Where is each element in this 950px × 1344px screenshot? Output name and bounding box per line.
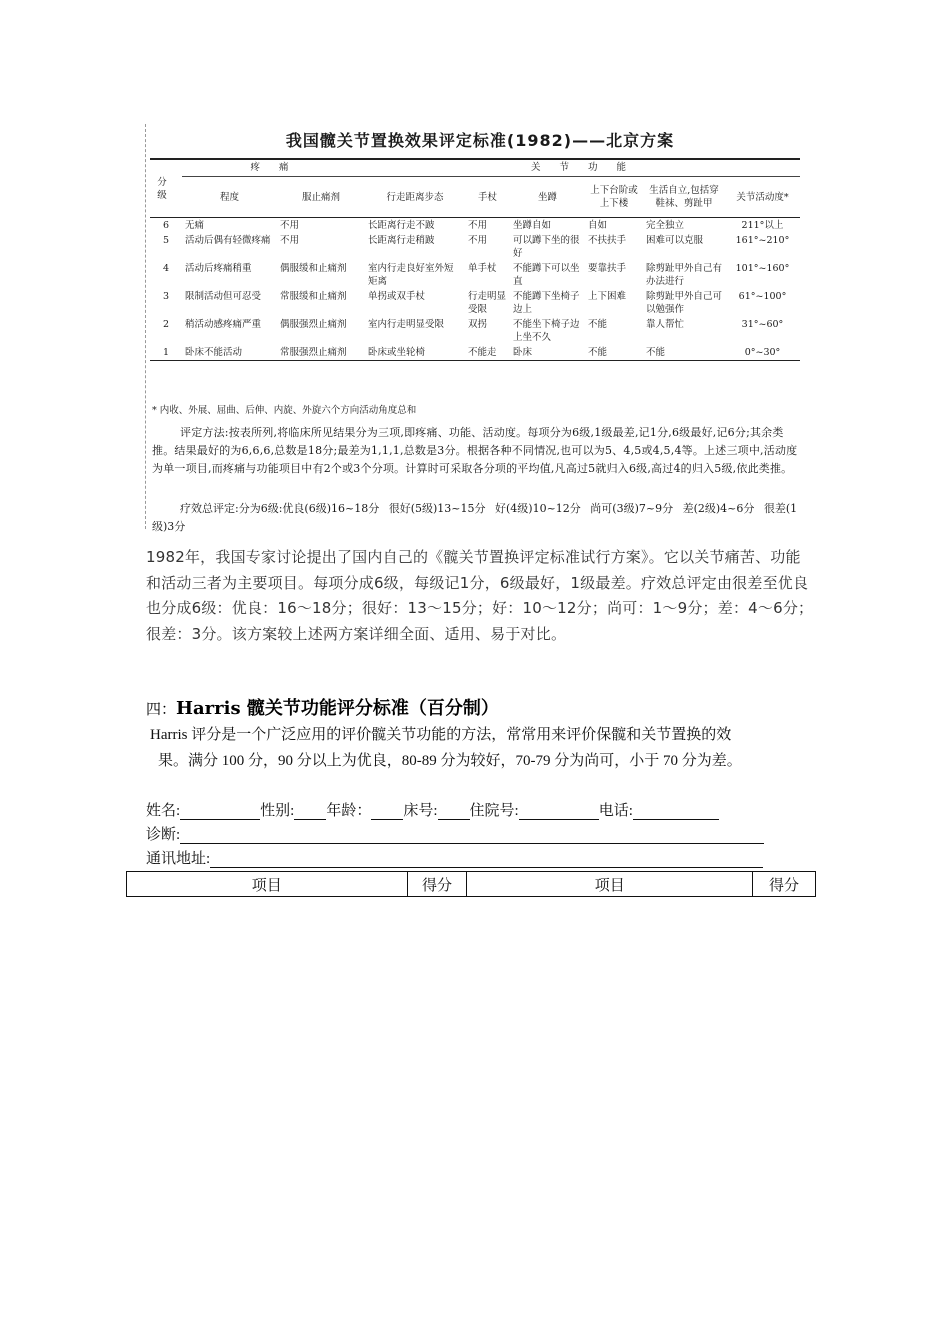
- degree-cell: 活动后偶有轻微疼痛: [185, 235, 271, 246]
- harris-intro: [150, 722, 815, 774]
- painkiller-cell: 常服缓和止痛剂: [280, 291, 347, 302]
- painkiller-cell: 不用: [280, 235, 300, 246]
- header-item: 项目: [127, 872, 408, 897]
- cane-cell: 不用: [468, 235, 488, 246]
- squat-cell: 不能坐下椅子边上坐不久: [513, 319, 580, 343]
- stairs-cell: 上下困难: [588, 291, 627, 302]
- col-stairs: 上下台阶或上下楼: [585, 177, 643, 218]
- rom-cell: 101°~160°: [735, 263, 790, 274]
- bed-label: 床号:: [403, 803, 438, 819]
- grade-cell: 6: [162, 220, 170, 231]
- walk-cell: 室内行走良好室外短矩离: [368, 263, 454, 287]
- col-degree: 程度: [182, 177, 277, 218]
- grade-cell: 2: [162, 319, 170, 330]
- cane-cell: 双拐: [468, 319, 488, 330]
- col-selfcare: 生活自立,包括穿鞋袜、剪趾甲: [643, 177, 725, 218]
- rom-cell: 161°~210°: [735, 235, 790, 246]
- col-cane: 手杖: [465, 177, 510, 218]
- squat-cell: 卧床: [510, 345, 585, 361]
- table-row: [150, 345, 800, 361]
- age-field[interactable]: [371, 804, 403, 820]
- degree-cell: 活动后疼痛稍重: [185, 263, 252, 274]
- cane-cell: 不用: [468, 220, 488, 231]
- bed-field[interactable]: [438, 804, 470, 820]
- painkiller-cell: 偶服缓和止痛剂: [280, 263, 347, 274]
- harris-score-table: [126, 871, 816, 897]
- selfcare-cell: 除剪趾甲外自己有办法进行: [646, 263, 723, 287]
- intro-line-2: 果。满分 100 分，90 分以上为优良，80-89 分为较好，70-79 分为尚可，小于 70 分为差。: [158, 753, 742, 769]
- sex-field[interactable]: [294, 804, 326, 820]
- col-walk: 行走距离步态: [365, 177, 465, 218]
- stairs-cell: 不能: [588, 319, 608, 330]
- col-rom: 关节活动度*: [725, 177, 800, 218]
- address-field[interactable]: [210, 852, 763, 868]
- table-header-row: [127, 872, 816, 897]
- cane-cell: 单手杖: [468, 263, 497, 274]
- walk-cell: 长距离行走不跛: [368, 220, 435, 231]
- painkiller-cell: 不用: [280, 220, 300, 231]
- beijing-scheme-paragraph: 1982年，我国专家讨论提出了国内自己的《髋关节置换评定标准试行方案》。它以关节痛苦、功能和活动三者为主要项目。每项分成6级，每级记1分，6级最好，1级最差。疗效总评定由很差至优良也分成6级：优良：16～18分；很好：13～15分；好：10～12分；尚可：1～9分；差：4～6分；很差：3分。该方案较上述两方案详细全面、适用、易于对比。: [146, 548, 814, 643]
- phone-label: 电话:: [598, 803, 633, 819]
- squat-cell: 不能蹲下坐椅子边上: [513, 291, 580, 315]
- sex-label: 性别:: [260, 803, 295, 819]
- degree-cell: 稍活动感疼痛严重: [185, 319, 262, 330]
- selfcare-cell: 靠人帮忙: [646, 319, 685, 330]
- section-number: 四：: [146, 700, 177, 718]
- header-score: 得分: [407, 872, 467, 897]
- section-heading: [146, 694, 499, 720]
- table-row: [150, 317, 800, 345]
- age-label: 年龄：: [326, 803, 372, 819]
- squat-cell: 不能蹲下可以坐直: [513, 263, 580, 287]
- col-painkiller: 服止痛剂: [277, 177, 365, 218]
- walk-cell: 卧床或坐轮椅: [365, 345, 465, 361]
- col-squat: 坐蹲: [510, 177, 585, 218]
- cane-cell: 不能走: [465, 345, 510, 361]
- name-field[interactable]: [180, 804, 260, 820]
- degree-cell: 卧床不能活动: [182, 345, 277, 361]
- section-title: Harris 髋关节功能评分标准（百分制）: [176, 698, 499, 719]
- admission-label: 住院号:: [469, 803, 519, 819]
- phone-field[interactable]: [633, 804, 719, 820]
- cane-cell: 行走明显受限: [468, 291, 507, 315]
- rom-cell: 211°以上: [741, 220, 784, 231]
- scanned-standard-figure: [150, 122, 810, 532]
- degree-cell: 无痛: [185, 220, 205, 231]
- address-label: 通讯地址:: [146, 851, 211, 867]
- walk-cell: 长距离行走稍跛: [368, 235, 435, 246]
- walk-cell: 室内行走明显受限: [368, 319, 445, 330]
- diagnosis-label: 诊断:: [146, 827, 181, 843]
- scan-title: 我国髋关节置换效果评定标准(1982)——北京方案: [285, 131, 675, 150]
- header-item: 项目: [467, 872, 753, 897]
- rom-cell: 61°~100°: [738, 291, 787, 302]
- selfcare-cell: 困难可以克服: [646, 235, 704, 246]
- scan-method-text: 评定方法:按表所列,将临床所见结果分为三项,即疼痛、功能、活动度。每项分为6级,1级最差,记1分,6级最好,记6分;其余类推。结果最好的为6,6,6,总数是18分;最差为1,1,1,总数是3分。根据各种不同情况,也可以为5、4,5或4,5,4等。上述三项中,活动度为单一项目,而疼痛与功能项目中有2个或3个分项。计算时可采取各分项的平均值,凡高过5就归入6级,高过4的归入5级,依此类推。: [152, 426, 798, 475]
- grade-cell: 1: [150, 345, 182, 361]
- painkiller-cell: 偶服强烈止痛剂: [280, 319, 347, 330]
- grade-cell: 4: [162, 263, 170, 274]
- header-score: 得分: [753, 872, 816, 897]
- group-function: 关 节 功 能: [365, 159, 800, 177]
- stairs-cell: 不能: [585, 345, 643, 361]
- stairs-cell: 不扶扶手: [588, 235, 627, 246]
- scan-footnote: * 内收、外展、屈曲、后伸、内旋、外旋六个方向活动角度总和: [152, 405, 417, 416]
- grade-cell: 5: [162, 235, 170, 246]
- patient-info-line: [146, 799, 719, 820]
- stairs-cell: 自如: [588, 220, 608, 231]
- intro-line-1: Harris 评分是一个广泛应用的评价髋关节功能的方法，常常用来评价保髋和关节置换的效: [150, 727, 732, 743]
- col-grade: 分级: [150, 159, 182, 218]
- squat-cell: 坐蹲自如: [513, 220, 552, 231]
- scan-edge-line: [145, 124, 146, 529]
- admission-field[interactable]: [519, 804, 599, 820]
- selfcare-cell: 完全独立: [646, 220, 685, 231]
- group-pain: 疼 痛: [182, 159, 365, 177]
- stairs-cell: 要靠扶手: [588, 263, 627, 274]
- selfcare-cell: 除剪趾甲外自己可以勉强作: [646, 291, 723, 315]
- grade-cell: 3: [162, 291, 170, 302]
- diagnosis-line: [146, 823, 764, 844]
- name-label: 姓名:: [146, 803, 181, 819]
- table-row: [150, 233, 800, 261]
- painkiller-cell: 常服强烈止痛剂: [277, 345, 365, 361]
- walk-cell: 单拐或双手杖: [368, 291, 426, 302]
- degree-cell: 限制活动但可忍受: [185, 291, 262, 302]
- table-row: [150, 261, 800, 289]
- table-row: [150, 218, 800, 234]
- scan-total-text: 疗效总评定:分为6级:优良(6级)16~18分 很好(5级)13~15分 好(4级)10~12分 尚可(3级)7~9分 差(2级)4~6分 很差(1级)3分: [152, 502, 798, 533]
- squat-cell: 可以蹲下坐的很好: [513, 235, 580, 259]
- table-row: [150, 289, 800, 317]
- rom-cell: 0°~30°: [725, 345, 800, 361]
- selfcare-cell: 不能: [643, 345, 725, 361]
- diagnosis-field[interactable]: [180, 828, 764, 844]
- address-line: [146, 847, 763, 868]
- beijing-scheme-table: [150, 158, 800, 361]
- rom-cell: 31°~60°: [741, 319, 784, 330]
